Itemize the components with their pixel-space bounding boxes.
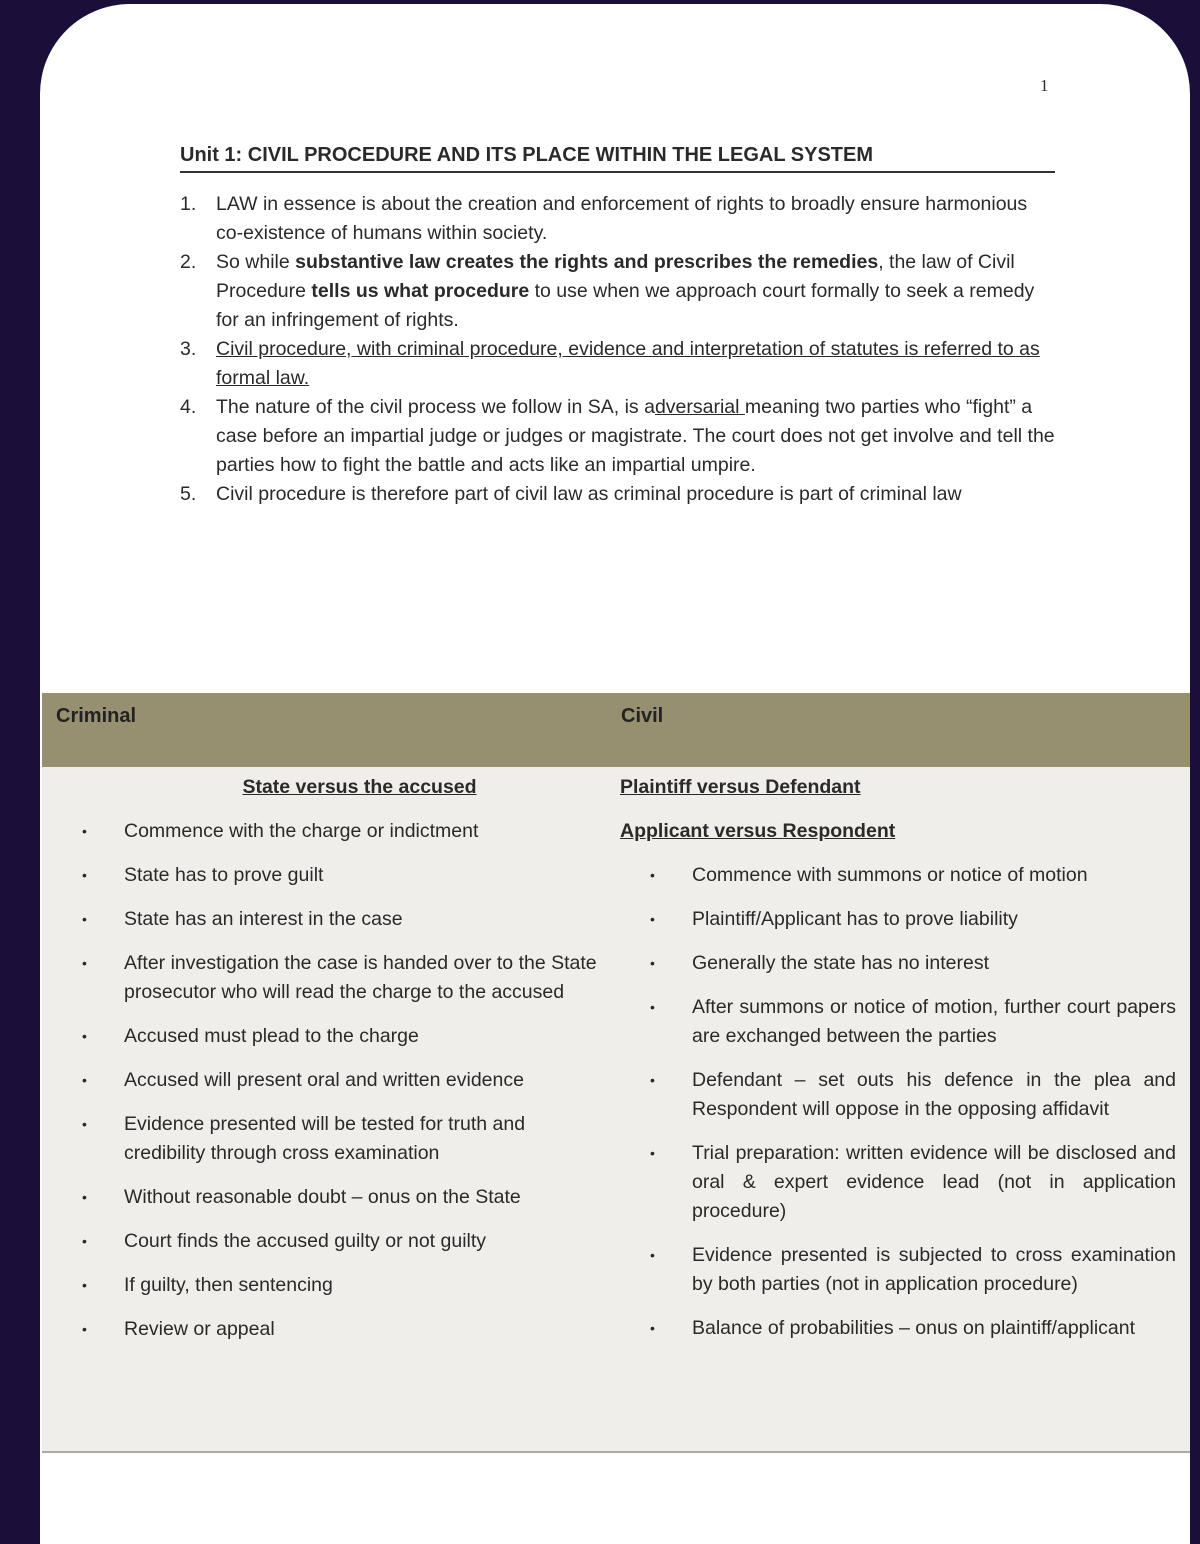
civil-subtitle: Plaintiff versus Defendant xyxy=(620,776,861,798)
civil-column xyxy=(620,773,1176,1358)
table-bullet-item: • Evidence presented will be tested for truth and credibility through cross examination xyxy=(82,1110,597,1168)
bullet-icon: • xyxy=(650,1145,655,1161)
bullet-icon: • xyxy=(650,1072,655,1088)
bullet-icon: • xyxy=(82,1233,87,1249)
table-bullet-item: • If guilty, then sentencing xyxy=(82,1271,597,1300)
bullet-icon: • xyxy=(82,1321,87,1337)
table-bullet-item: • Evidence presented is subjected to cross examination by both parties (not in application procedure) xyxy=(650,1241,1176,1299)
intro-list xyxy=(180,190,1055,509)
table-bullet-item: • Plaintiff/Applicant has to prove liability xyxy=(650,905,1176,934)
page-number: 1 xyxy=(1040,76,1049,95)
table-bullet-item: • Accused must plead to the charge xyxy=(82,1022,597,1051)
bullet-icon: • xyxy=(82,1277,87,1293)
bullet-icon: • xyxy=(650,911,655,927)
bullet-icon: • xyxy=(82,911,87,927)
table-bullet-item: • Commence with summons or notice of motion xyxy=(650,861,1176,890)
list-item: 2. So while substantive law creates the rights and prescribes the remedies, the law of Civil Procedure tells us what procedure to use when we approach court formally to seek a remedy for an infringement of rights. xyxy=(180,251,1035,331)
bullet-icon: • xyxy=(82,1189,87,1205)
table-bullet-item: • State has an interest in the case xyxy=(82,905,597,934)
bullet-icon: • xyxy=(650,867,655,883)
bullet-icon: • xyxy=(82,1072,87,1088)
table-bullet-item: • Defendant – set outs his defence in the plea and Respondent will oppose in the opposing affidavit xyxy=(650,1066,1176,1124)
list-item: 5. Civil procedure is therefore part of civil law as criminal procedure is part of criminal law xyxy=(180,483,962,505)
bullet-icon: • xyxy=(82,867,87,883)
bullet-icon: • xyxy=(650,1320,655,1336)
page-title: Unit 1: CIVIL PROCEDURE AND ITS PLACE WITHIN THE LEGAL SYSTEM xyxy=(180,144,1055,173)
bullet-icon: • xyxy=(650,955,655,971)
list-item: 3. Civil procedure, with criminal procedure, evidence and interpretation of statutes is referred to as formal law. xyxy=(180,338,1040,389)
table-bullet-item: • Trial preparation: written evidence will be disclosed and oral & expert evidence lead (not in application procedure) xyxy=(650,1139,1176,1226)
table-bullet-item: • After summons or notice of motion, further court papers are exchanged between the parties xyxy=(650,993,1176,1051)
bullet-icon: • xyxy=(650,1247,655,1263)
table-bullet-item: • Generally the state has no interest xyxy=(650,949,1176,978)
bullet-icon: • xyxy=(82,823,87,839)
table-bullet-item: • Commence with the charge or indictment xyxy=(82,817,597,846)
table-bullet-item: • Accused will present oral and written evidence xyxy=(82,1066,597,1095)
table-bullet-item: • Balance of probabilities – onus on plaintiff/applicant xyxy=(650,1314,1176,1343)
comparison-table xyxy=(42,693,1190,1453)
header-criminal: Criminal xyxy=(56,705,137,727)
header-civil: Civil xyxy=(621,705,664,727)
table-bullet-item: • Court finds the accused guilty or not guilty xyxy=(82,1227,597,1256)
table-bullet-item: • State has to prove guilt xyxy=(82,861,597,890)
criminal-column xyxy=(82,773,597,1359)
bullet-icon: • xyxy=(82,1116,87,1132)
table-header xyxy=(42,693,1190,767)
table-bullet-item: • After investigation the case is handed over to the State prosecutor who will read the charge to the accused xyxy=(82,949,597,1007)
table-bullet-item: • Review or appeal xyxy=(82,1315,597,1344)
list-item: 4. The nature of the civil process we follow in SA, is adversarial meaning two parties who “fight” a case before an impartial judge or judges or magistrate. The court does not get involve and tell the parties how to fight the battle and acts like an impartial umpire. xyxy=(180,396,1055,476)
bullet-icon: • xyxy=(82,955,87,971)
criminal-subtitle: State versus the accused xyxy=(242,776,477,798)
bullet-icon: • xyxy=(82,1028,87,1044)
list-item: 1. LAW in essence is about the creation and enforcement of rights to broadly ensure harmonious co-existence of humans within society. xyxy=(180,193,1028,244)
civil-subtitle: Applicant versus Respondent xyxy=(620,820,896,842)
bullet-icon: • xyxy=(650,999,655,1015)
table-bullet-item: • Without reasonable doubt – onus on the State xyxy=(82,1183,597,1212)
